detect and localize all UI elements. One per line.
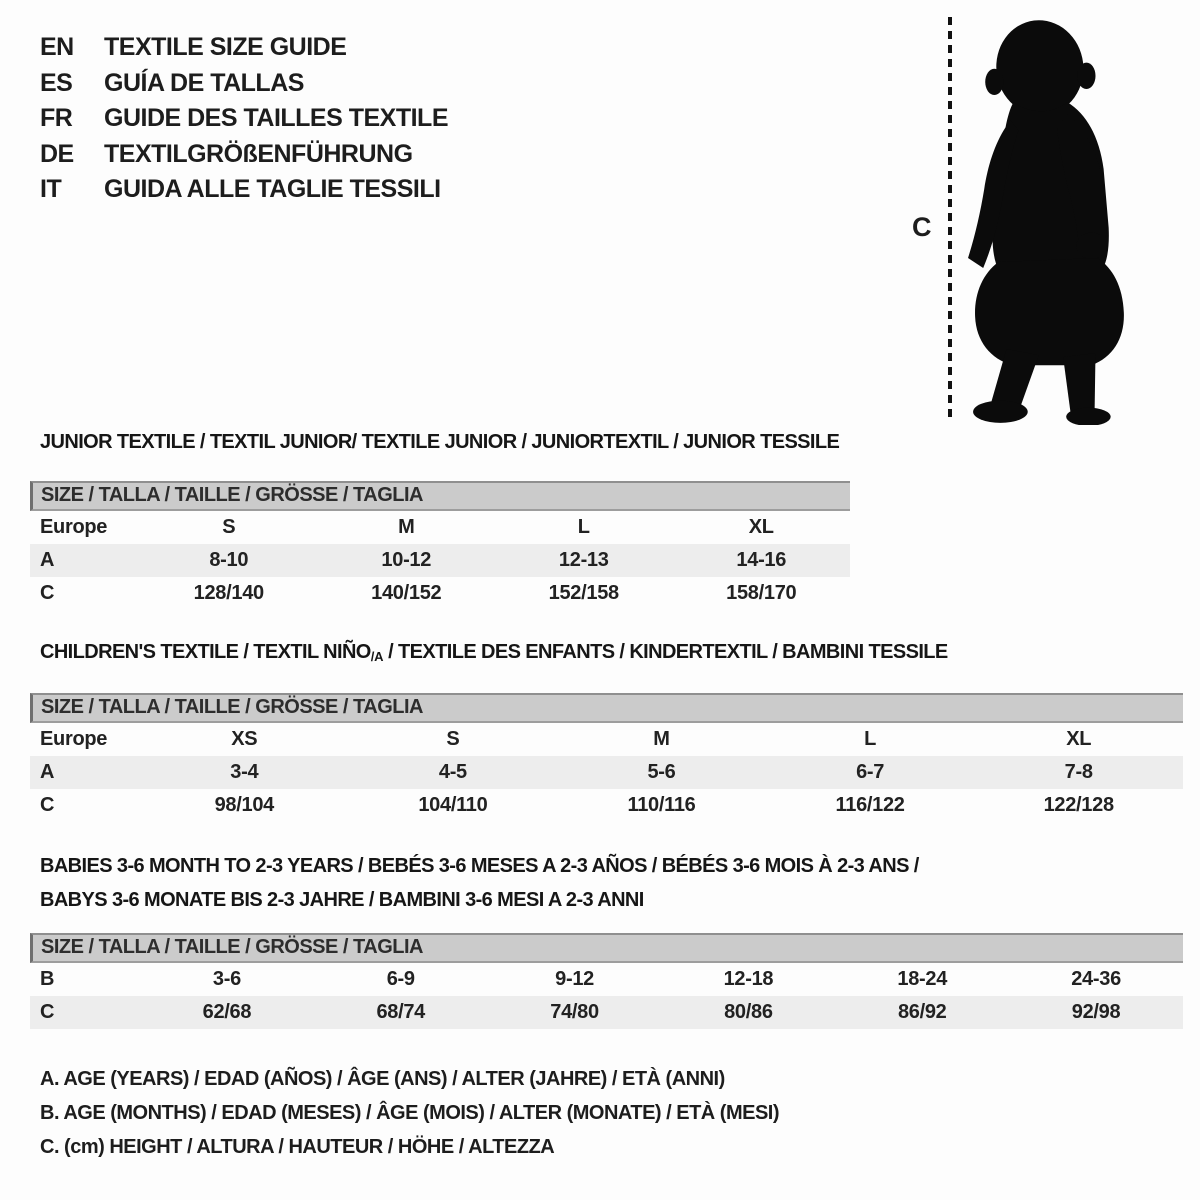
cell-value: 3-4 [230, 761, 259, 783]
table-row-age [30, 544, 850, 577]
cell-value: 122/128 [1043, 794, 1114, 816]
language-row-de [40, 137, 448, 173]
row-label: C [40, 1001, 55, 1023]
title-sub-text: /A [370, 649, 384, 664]
table-row-columns [30, 511, 850, 544]
column-header: M [398, 516, 415, 538]
table-row-months [30, 963, 1183, 996]
height-figure [900, 10, 1200, 430]
row-label: C [40, 582, 55, 604]
column-header: S [446, 728, 460, 750]
cell-value: 5-6 [647, 761, 676, 783]
children-table [30, 723, 1183, 822]
language-title: GUIDE DES TAILLES TEXTILE [104, 104, 449, 133]
language-row-it [40, 172, 448, 208]
language-code: EN [40, 33, 74, 62]
table-row-age [30, 756, 1183, 789]
cell-value: 6-7 [856, 761, 885, 783]
column-header: L [577, 516, 590, 538]
column-header: L [864, 728, 877, 750]
title-line-1: BABIES 3-6 MONTH TO 2-3 YEARS / BEBÉS 3-6 MESES A 2-3 AÑOS / BÉBÉS 3-6 MOIS À 2-3 ANS / [40, 855, 919, 877]
row-label: A [40, 549, 55, 571]
cell-value: 116/122 [835, 794, 905, 816]
column-header: Europe [40, 516, 108, 538]
language-row-es [40, 66, 448, 102]
toddler-silhouette-icon [966, 15, 1138, 425]
cell-value: 62/68 [202, 1001, 252, 1023]
language-row-fr [40, 101, 448, 137]
cell-value: 3-6 [212, 968, 241, 990]
legend-line-b: B. AGE (MONTHS) / EDAD (MESES) / ÂGE (MOIS) / ALTER (MONATE) / ETÀ (MESI) [40, 1102, 780, 1124]
cell-value: 92/98 [1071, 1001, 1121, 1023]
language-title: GUÍA DE TALLAS [104, 68, 304, 97]
cell-value: 24-36 [1071, 968, 1121, 990]
table-row-height [30, 577, 850, 610]
size-header-bar: SIZE / TALLA / TAILLE / GRÖSSE / TAGLIA [30, 481, 850, 511]
section-title-children [40, 641, 948, 664]
cell-value: 128/140 [193, 582, 264, 604]
junior-table [30, 511, 850, 610]
cell-value: 86/92 [897, 1001, 947, 1023]
cell-value: 7-8 [1064, 761, 1093, 783]
column-header: Europe [40, 728, 108, 750]
language-code: IT [40, 175, 62, 204]
language-list [40, 30, 448, 208]
legend-line-a: A. AGE (YEARS) / EDAD (AÑOS) / ÂGE (ANS) / ALTER (JAHRE) / ETÀ (ANNI) [40, 1068, 725, 1090]
row-label: A [40, 761, 55, 783]
cell-value: 110/116 [627, 794, 696, 816]
column-header: XS [231, 728, 258, 750]
cell-value: 14-16 [736, 549, 787, 571]
section-title-babies [40, 849, 919, 917]
table-row-height [30, 996, 1183, 1029]
table-row-height [30, 789, 1183, 822]
language-title: TEXTILE SIZE GUIDE [104, 33, 347, 62]
title-text: / TEXTILE DES ENFANTS / KINDERTEXTIL / BAMBINI TESSILE [383, 641, 948, 663]
cell-value: 104/110 [418, 794, 488, 816]
cell-value: 6-9 [386, 968, 415, 990]
cell-value: 80/86 [724, 1001, 773, 1023]
cell-value: 8-10 [209, 549, 249, 571]
size-table-junior [30, 481, 850, 610]
height-dashed-line [948, 17, 952, 417]
size-header-bar: SIZE / TALLA / TAILLE / GRÖSSE / TAGLIA [30, 693, 1183, 723]
babies-table [30, 963, 1183, 1029]
cell-value: 12-13 [558, 549, 609, 571]
cell-value: 98/104 [214, 794, 274, 816]
height-measure-label: C [912, 212, 932, 242]
table-row-columns [30, 723, 1183, 756]
measurement-legend [40, 1068, 779, 1170]
cell-value: 140/152 [371, 582, 442, 604]
size-table-children [30, 693, 1183, 822]
title-line-2: BABYS 3-6 MONATE BIS 2-3 JAHRE / BAMBINI 3-6 MESI A 2-3 ANNI [40, 889, 644, 911]
language-row-en [40, 30, 448, 66]
column-header: S [222, 516, 236, 538]
cell-value: 18-24 [897, 968, 948, 990]
column-header: M [653, 728, 670, 750]
language-code: DE [40, 139, 74, 168]
language-code: FR [40, 104, 73, 133]
cell-value: 152/158 [548, 582, 619, 604]
cell-value: 158/170 [726, 582, 797, 604]
row-label: C [40, 794, 55, 816]
language-title: GUIDA ALLE TAGLIE TESSILI [104, 175, 441, 204]
legend-line-c: C. (cm) HEIGHT / ALTURA / HAUTEUR / HÖHE / ALTEZZA [40, 1136, 555, 1158]
language-code: ES [40, 68, 73, 97]
row-label: B [40, 968, 55, 990]
cell-value: 4-5 [438, 761, 467, 783]
cell-value: 68/74 [376, 1001, 426, 1023]
column-header: XL [748, 516, 774, 538]
cell-value: 9-12 [555, 968, 594, 990]
title-text: CHILDREN'S TEXTILE / TEXTIL NIÑO [40, 641, 371, 663]
cell-value: 12-18 [723, 968, 774, 990]
size-table-babies [30, 933, 1183, 1029]
column-header: XL [1066, 728, 1092, 750]
size-header-bar: SIZE / TALLA / TAILLE / GRÖSSE / TAGLIA [30, 933, 1183, 963]
cell-value: 74/80 [550, 1001, 599, 1023]
language-title: TEXTILGRÖßENFÜHRUNG [104, 139, 413, 168]
cell-value: 10-12 [381, 549, 432, 571]
section-title-junior: JUNIOR TEXTILE / TEXTIL JUNIOR/ TEXTILE JUNIOR / JUNIORTEXTIL / JUNIOR TESSILE [40, 431, 840, 453]
